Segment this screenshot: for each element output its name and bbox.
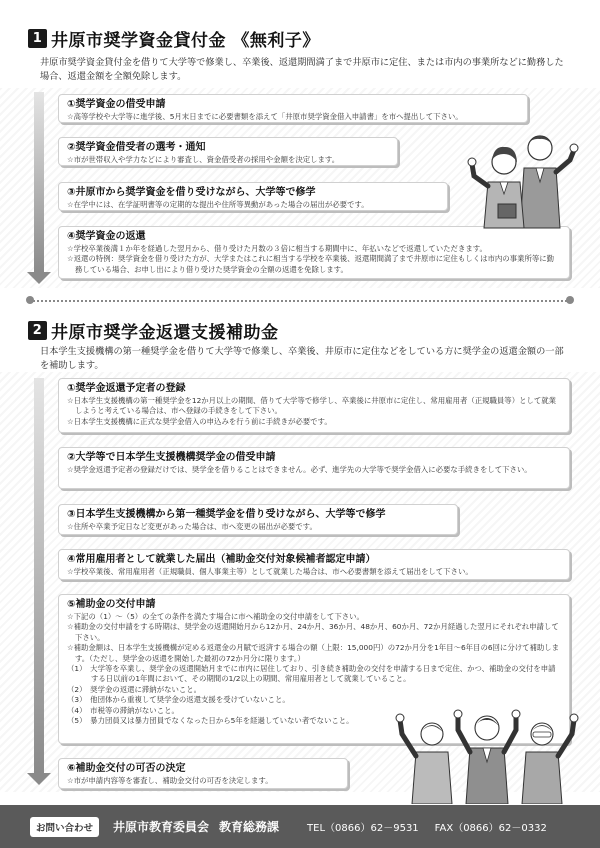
- step-line: （1） 大学等を卒業し、奨学金の返還開始月までに市内に居住しており、引き続き補助金の交付を申請する日まで定住、かつ、補助金の交付を申請する日以前の1年間において、その期間の1/2以上の期間、常用雇用者として就業していること。: [67, 664, 556, 684]
- step-line: （4） 市税等の滞納がないこと。: [67, 705, 179, 715]
- students-illustration: [462, 120, 582, 230]
- step-line: ☆住所や卒業予定日など変更があった場合は、市へ変更の届出が必要です。: [67, 522, 317, 531]
- section2-number: 2: [28, 321, 47, 340]
- section1-step-3: [58, 182, 448, 211]
- step-title: ②大学等で日本学生支援機構奨学金の借受申請: [67, 452, 276, 463]
- section1-number: 1: [28, 29, 47, 48]
- step-title: ③井原市から奨学資金を借り受けながら、大学等で修学: [67, 187, 316, 198]
- section2-intro: 日本学生支援機構の第一種奨学金を借りて大学等で修業し、卒業後、井原市に定住などをしている方に奨学金の返還金額の一部を補助します。: [40, 346, 564, 371]
- step-title: ①奨学金返還予定者の登録: [67, 383, 186, 394]
- footer-department: 教育総務課: [219, 820, 280, 834]
- section2-step-4: [58, 549, 570, 580]
- step-line: ☆市が申請内容等を審査し、補助金交付の可否を決定します。: [67, 776, 273, 785]
- section1-flow-arrow: [34, 92, 44, 272]
- section2-title-text: 井原市奨学金返還支援補助金: [51, 323, 279, 343]
- section2-step-6: [58, 758, 348, 789]
- section2-title: [28, 318, 279, 343]
- step-title: ⑤補助金の交付申請: [67, 599, 156, 610]
- section1-intro: 井原市奨学資金貸付金を借りて大学等で修業し、卒業後、返還期間満了まで井原市に定住、または市内の事業所などに勤務した場合、返還金額を全額免除します。: [40, 57, 564, 82]
- step-line: ☆日本学生支援機構に正式な奨学金借入の申込みを行う前に手続きが必要です。: [67, 416, 332, 426]
- step-title: ①奨学資金の借受申請: [67, 99, 166, 110]
- step-line: （5） 暴力団員又は暴力団員でなくなった日から5年を経過していない者でないこと。: [67, 716, 354, 726]
- step-line: （2） 奨学金の返還に滞納がないこと。: [67, 684, 202, 694]
- footer-phone: TEL（0866）62－9531: [307, 823, 419, 834]
- contact-badge: お問い合わせ: [30, 817, 99, 837]
- section1-step-1: [58, 94, 528, 123]
- step-line: ☆補助金の交付申請をする時期は、奨学金の返還開始月から12か月、24か月、36か月、48か月、60か月、72か月経過した翌月にそれぞれ申請して下さい。: [67, 622, 559, 642]
- step-line: ☆在学中には、在学証明書等の定期的な提出や住所等異動があった場合の届出が必要です。: [67, 200, 369, 209]
- divider-dot-left: [26, 296, 34, 304]
- step-line: ☆奨学金返還予定者の登録だけでは、奨学金を借りることはできません。必ず、進学先の大学等で奨学金借入に必要な手続きをして下さい。: [67, 465, 532, 474]
- section1-flow-arrowhead: [27, 272, 51, 284]
- step-title: ④常用雇用者として就業した届出（補助金交付対象候補者認定申請）: [67, 554, 376, 565]
- step-line: ☆返還の特例：奨学資金を借り受けた方が、大学またはこれに相当する学校を卒業後、返還期間満了まで井原市に定住もしくは市内の事業所等に勤務している場合、お申し出により借り受けた奨学資金の全額の返還を免除します。: [67, 254, 555, 274]
- step-line: ☆市が世帯収入や学力などにより審査し、資金借受者の採用や金額を決定します。: [67, 155, 340, 164]
- workers-illustration: [392, 704, 582, 804]
- footer-fax: FAX（0866）62－0332: [434, 823, 547, 834]
- footer-organization: 井原市教育委員会: [113, 820, 210, 834]
- step-title: ③日本学生支援機構から第一種奨学金を借り受けながら、大学等で修学: [67, 509, 386, 520]
- section1-title: [28, 26, 320, 51]
- step-line: ☆日本学生支援機構の第一種奨学金を12か月以上の期間、借りて大学等で修学し、卒業後に井原市に定住し、常用雇用者（正規職員等）として就業しようと考えている場合は、市へ登録の手続きをして下さい。: [67, 396, 557, 416]
- step-line: ☆学校卒業後、常用雇用者（正規職員、個人事業主等）として就業した場合は、市へ必要書類を添えて届出をして下さい。: [67, 567, 473, 576]
- step-title: ②奨学資金借受者の選考・通知: [67, 142, 206, 153]
- step-line: ☆補助金額は、日本学生支援機構が定める返還金の月賦で返済する場合の額（上限：15,000円）の72か月分を1年目～6年目の6回に分けて補助します。（ただし、奨学金の返還を開始した最初の72か月分に限ります。）: [67, 643, 560, 663]
- section1-title-text: 井原市奨学資金貸付金 《無利子》: [51, 31, 320, 51]
- step-line: ☆学校卒業後満１か年を経過した翌月から、借り受けた月数の３倍に相当する期間中に、年払いなどで返還していただきます。: [67, 244, 487, 253]
- contact-footer: [0, 805, 600, 848]
- step-title: ④奨学資金の返還: [67, 231, 146, 242]
- step-line: （3） 他団体から重複して奨学金の返還支援を受けていないこと。: [67, 695, 290, 705]
- divider-dot-right: [566, 296, 574, 304]
- section2-step-2: [58, 447, 570, 489]
- section-divider: [30, 300, 570, 302]
- section2-flow-arrow: [34, 378, 44, 773]
- section2-step-1: [58, 378, 570, 433]
- step-title: ⑥補助金交付の可否の決定: [67, 763, 186, 774]
- section2-flow-arrowhead: [27, 773, 51, 785]
- section1-step-4: [58, 226, 570, 279]
- step-line: ☆下記の（1）～（5）の全ての条件を満たす場合に市へ補助金の交付申請をして下さい。: [67, 612, 364, 621]
- step-line: ☆高等学校や大学等に進学後、5月末日までに必要書類を添えて「井原市奨学資金借入申請書」を市へ提出して下さい。: [67, 112, 463, 121]
- section1-step-2: [58, 137, 398, 166]
- section2-step-3: [58, 504, 458, 535]
